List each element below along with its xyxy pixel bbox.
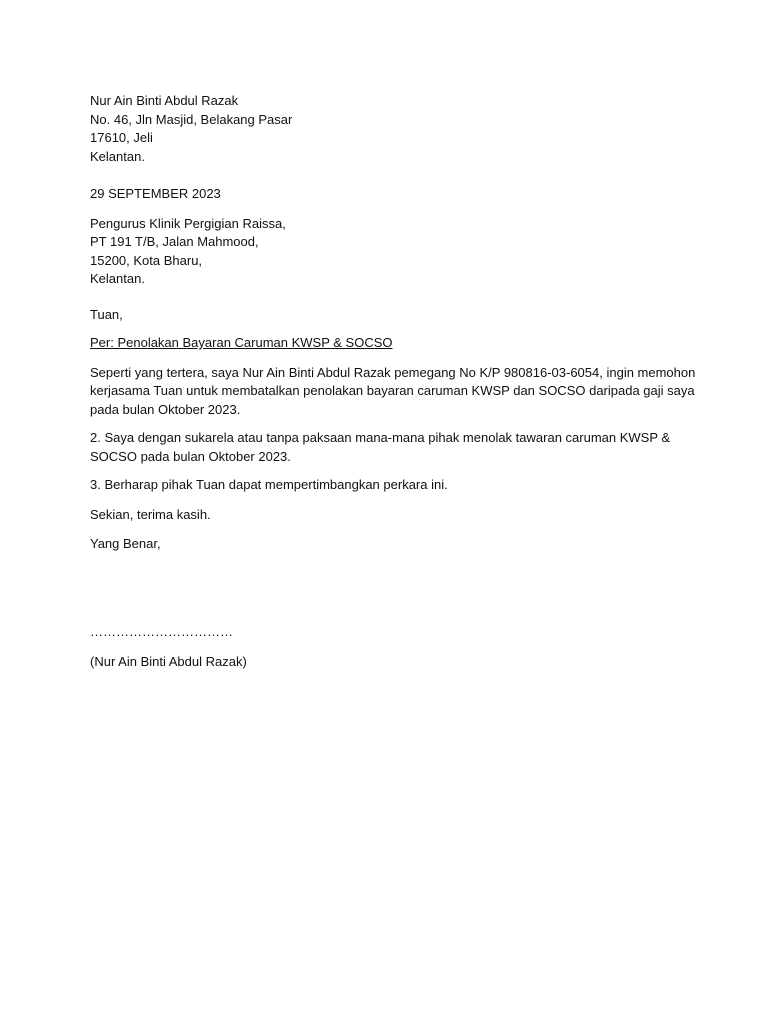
body-paragraph-2 bbox=[90, 429, 690, 466]
paragraph-1-line1: Seperti yang tertera, saya Nur Ain Binti Abdul Razak pemegang No K/P 980816-03-6054, ingin memohon bbox=[90, 364, 696, 380]
sender-address bbox=[90, 92, 690, 166]
paragraph-1-line2: kerjasama Tuan untuk membatalkan penolakan bayaran caruman KWSP dan SOCSO daripada gaji saya bbox=[90, 383, 695, 398]
paragraph-2-line2: SOCSO pada bulan Oktober 2023. bbox=[90, 448, 291, 464]
sender-address-line1: No. 46, Jln Masjid, Belakang Pasar bbox=[90, 111, 293, 127]
recipient-address bbox=[90, 215, 690, 289]
recipient-line1: Pengurus Klinik Pergigian Raissa, bbox=[90, 215, 286, 231]
signoff-text: Yang Benar, bbox=[90, 536, 161, 551]
recipient-line2: PT 191 T/B, Jalan Mahmood, bbox=[90, 234, 259, 249]
salutation: Tuan, bbox=[90, 306, 123, 322]
body-paragraph-3: 3. Berharap pihak Tuan dapat mempertimbangkan perkara ini. bbox=[90, 477, 448, 492]
sender-name: Nur Ain Binti Abdul Razak bbox=[90, 93, 239, 108]
subject-line: Per: Penolakan Bayaran Caruman KWSP & SOCSO bbox=[90, 335, 393, 350]
signature-line: …………………………… bbox=[90, 623, 233, 639]
closing-text: Sekian, terima kasih. bbox=[90, 506, 211, 522]
letter-date: 29 SEPTEMBER 2023 bbox=[90, 186, 221, 201]
sender-address-line3: Kelantan. bbox=[90, 148, 145, 164]
sender-address-line2: 17610, Jeli bbox=[90, 130, 153, 145]
recipient-line3: 15200, Kota Bharu, bbox=[90, 252, 203, 268]
paragraph-1-line3: pada bulan Oktober 2023. bbox=[90, 401, 241, 417]
signature-name: (Nur Ain Binti Abdul Razak) bbox=[90, 654, 247, 669]
paragraph-2-line1: 2. Saya dengan sukarela atau tanpa paksaan mana-mana pihak menolak tawaran caruman KWSP & bbox=[90, 430, 671, 445]
body-paragraph-1 bbox=[90, 364, 696, 420]
subject-row bbox=[90, 324, 690, 353]
letter-page bbox=[90, 92, 696, 672]
recipient-line4: Kelantan. bbox=[90, 271, 145, 286]
